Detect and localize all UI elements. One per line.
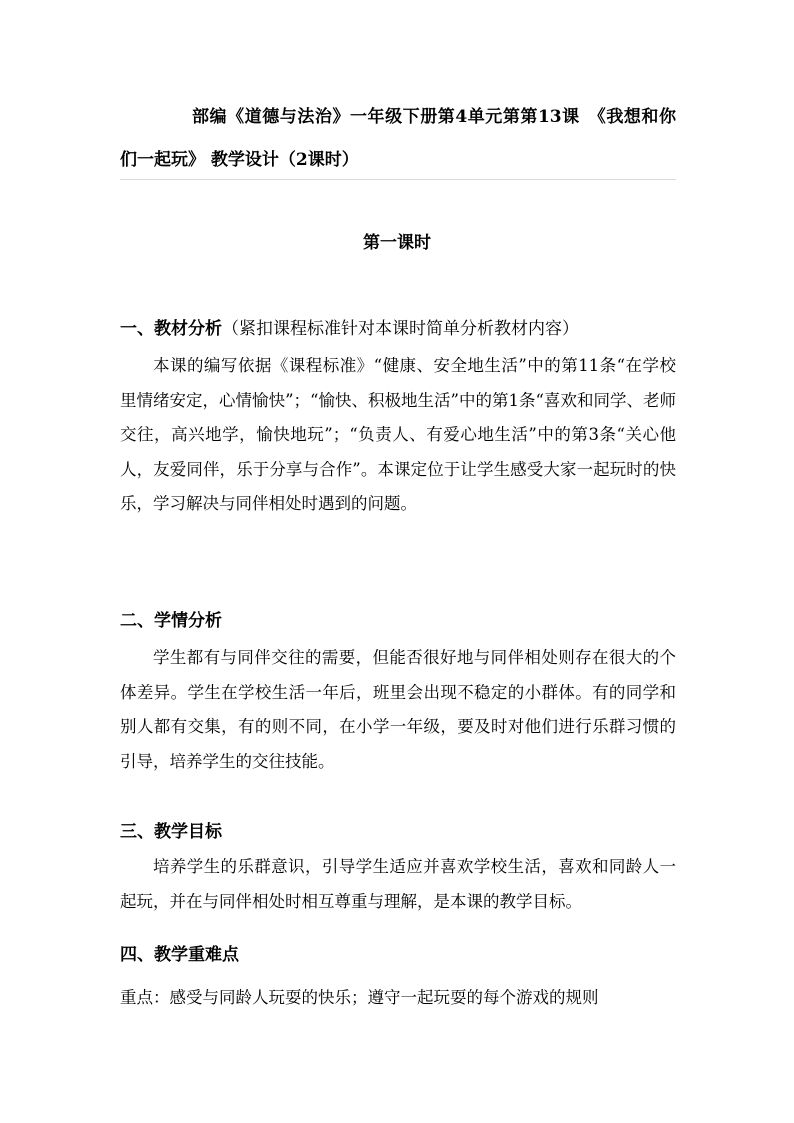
document-title: 部编《道德与法治》一年级下册第4单元第第13课 《我想和你们一起玩》 教学设计（2课时） [120, 107, 676, 170]
section-body-student-analysis: 学生都有与同伴交往的需要，但能否很好地与同伴相处则存在很大的个体差异。学生在学校生活一年后，班里会出现不稳定的小群体。有的同学和别人都有交集，有的则不同，在小学一年级，要及时对他们进行乐群习惯的引导，培养学生的交往技能。 [120, 648, 676, 771]
section-heading-key-points: 四、教学重难点 [120, 945, 239, 965]
section-body-key-points: 重点：感受与同龄人玩耍的快乐；遵守一起玩耍的每个游戏的规则 [120, 988, 599, 1007]
section-heading-teaching-goals: 三、教学目标 [120, 822, 222, 842]
header-divider [120, 179, 676, 180]
section-heading-text: 一、教材分析 [120, 319, 222, 339]
section-body-teaching-goals: 培养学生的乐群意识，引导学生适应并喜欢学校生活，喜欢和同龄人一起玩，并在与同伴相处时相互尊重与理解，是本课的教学目标。 [120, 857, 676, 911]
section-heading-textbook-analysis [120, 314, 579, 339]
section-heading-student-analysis: 二、学情分析 [120, 611, 222, 631]
section-heading-note: （紧扣课程标准针对本课时简单分析教材内容） [222, 319, 579, 339]
lesson-label: 第一课时 [363, 233, 431, 253]
section-body-textbook-analysis: 本课的编写依据《课程标准》“健康、安全地生活”中的第11条“在学校里情绪安定，心情愉快”；“愉快、积极地生活”中的第1条“喜欢和同学、老师交往，高兴地学，愉快地玩”；“负责人、有爱心地生活”中的第3条“关心他人，友爱同伴，乐于分享与合作”。本课定位于让学生感受大家一起玩时的快乐，学习解决与同伴相处时遇到的问题。 [120, 356, 676, 514]
